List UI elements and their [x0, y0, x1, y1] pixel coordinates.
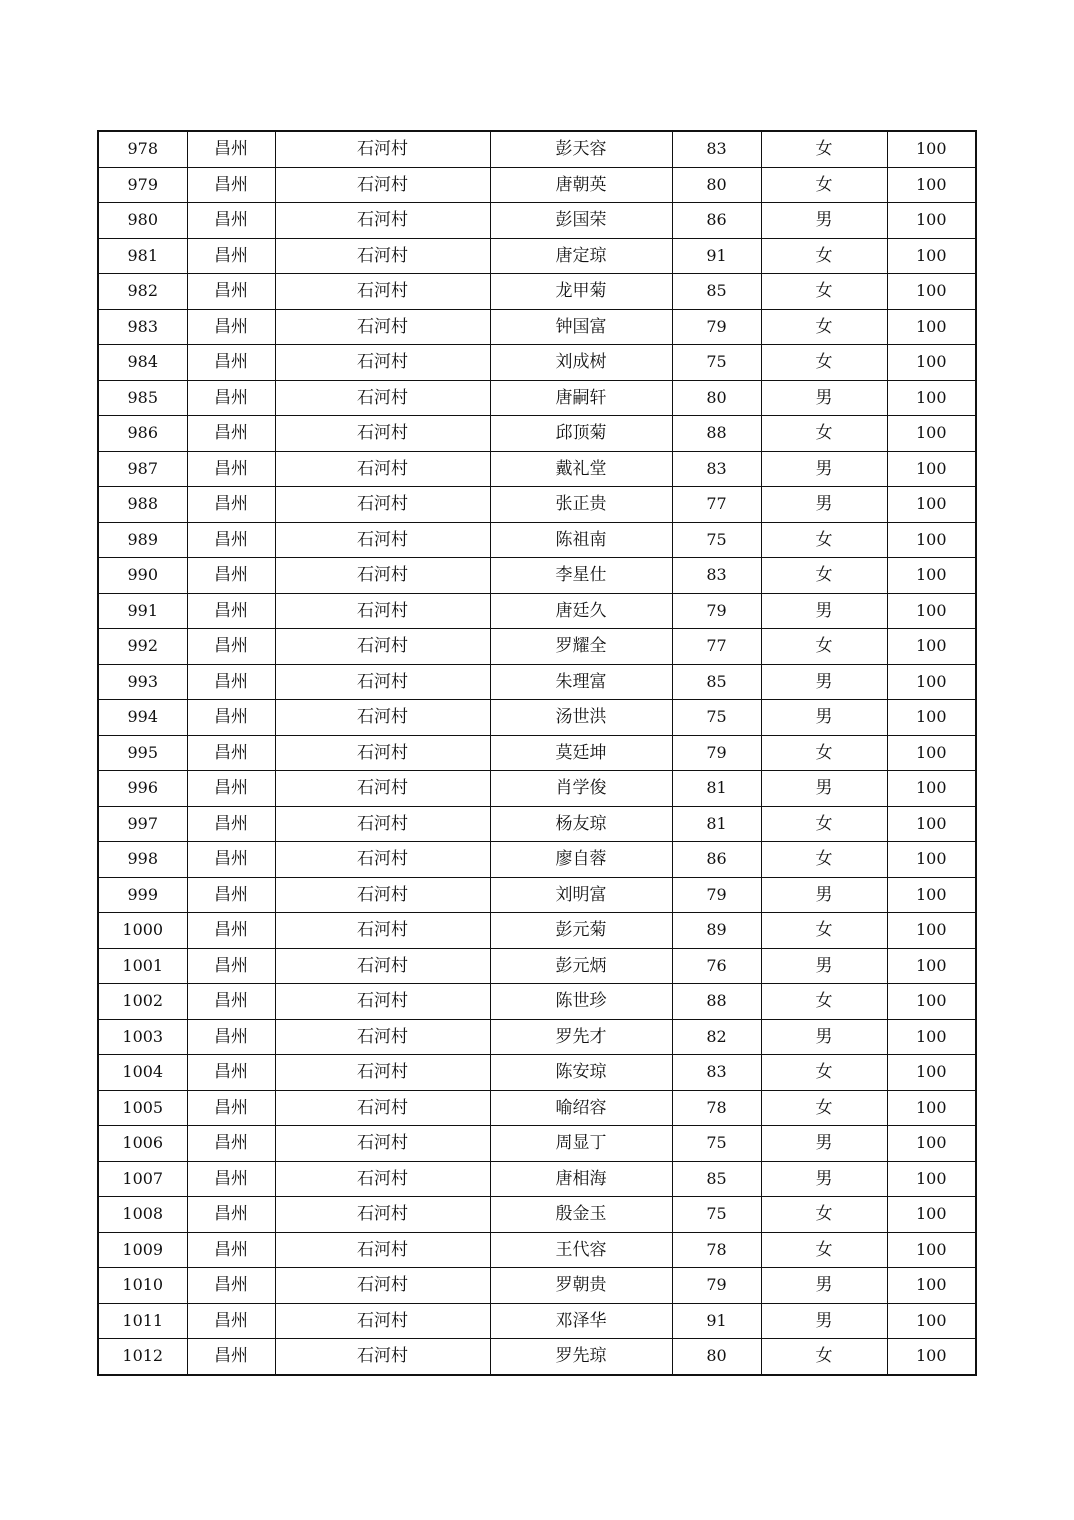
table-row [98, 806, 976, 842]
cell-county: 昌州 [187, 1090, 275, 1126]
cell-gender: 女 [761, 842, 887, 878]
table-row [98, 487, 976, 523]
cell-gender: 男 [761, 1303, 887, 1339]
cell-age: 83 [672, 131, 761, 167]
cell-village: 石河村 [275, 1232, 490, 1268]
cell-county: 昌州 [187, 1161, 275, 1197]
cell-person-name: 刘成树 [490, 345, 672, 381]
cell-age: 91 [672, 238, 761, 274]
cell-amount: 100 [887, 522, 976, 558]
cell-serial-number: 990 [98, 558, 187, 594]
cell-age: 79 [672, 735, 761, 771]
cell-village: 石河村 [275, 380, 490, 416]
cell-county: 昌州 [187, 380, 275, 416]
roster-table [97, 130, 977, 1376]
cell-gender: 男 [761, 203, 887, 239]
cell-age: 86 [672, 203, 761, 239]
cell-gender: 男 [761, 451, 887, 487]
cell-village: 石河村 [275, 167, 490, 203]
cell-amount: 100 [887, 1268, 976, 1304]
cell-serial-number: 1000 [98, 913, 187, 949]
cell-gender: 女 [761, 984, 887, 1020]
cell-village: 石河村 [275, 238, 490, 274]
cell-county: 昌州 [187, 345, 275, 381]
cell-village: 石河村 [275, 558, 490, 594]
cell-serial-number: 1002 [98, 984, 187, 1020]
cell-amount: 100 [887, 806, 976, 842]
cell-amount: 100 [887, 451, 976, 487]
table-row [98, 1303, 976, 1339]
cell-gender: 女 [761, 1090, 887, 1126]
cell-county: 昌州 [187, 558, 275, 594]
cell-village: 石河村 [275, 984, 490, 1020]
table-row [98, 948, 976, 984]
cell-amount: 100 [887, 558, 976, 594]
table-row [98, 451, 976, 487]
cell-gender: 女 [761, 238, 887, 274]
cell-county: 昌州 [187, 203, 275, 239]
cell-amount: 100 [887, 131, 976, 167]
cell-county: 昌州 [187, 806, 275, 842]
cell-amount: 100 [887, 416, 976, 452]
cell-amount: 100 [887, 664, 976, 700]
cell-county: 昌州 [187, 416, 275, 452]
cell-county: 昌州 [187, 131, 275, 167]
cell-amount: 100 [887, 1197, 976, 1233]
cell-person-name: 彭国荣 [490, 203, 672, 239]
cell-age: 83 [672, 1055, 761, 1091]
cell-amount: 100 [887, 700, 976, 736]
cell-amount: 100 [887, 842, 976, 878]
cell-age: 77 [672, 487, 761, 523]
cell-serial-number: 1009 [98, 1232, 187, 1268]
table-row [98, 1126, 976, 1162]
table-row [98, 1268, 976, 1304]
cell-county: 昌州 [187, 1268, 275, 1304]
cell-gender: 男 [761, 1268, 887, 1304]
cell-gender: 男 [761, 700, 887, 736]
cell-amount: 100 [887, 1055, 976, 1091]
cell-person-name: 龙甲菊 [490, 274, 672, 310]
cell-person-name: 唐嗣轩 [490, 380, 672, 416]
cell-person-name: 戴礼堂 [490, 451, 672, 487]
cell-gender: 女 [761, 558, 887, 594]
cell-village: 石河村 [275, 771, 490, 807]
cell-age: 77 [672, 629, 761, 665]
cell-serial-number: 986 [98, 416, 187, 452]
cell-gender: 女 [761, 345, 887, 381]
cell-village: 石河村 [275, 345, 490, 381]
cell-amount: 100 [887, 877, 976, 913]
table-row [98, 664, 976, 700]
cell-amount: 100 [887, 1090, 976, 1126]
cell-person-name: 李星仕 [490, 558, 672, 594]
cell-gender: 女 [761, 131, 887, 167]
cell-serial-number: 989 [98, 522, 187, 558]
cell-gender: 女 [761, 806, 887, 842]
cell-age: 75 [672, 1197, 761, 1233]
cell-serial-number: 994 [98, 700, 187, 736]
table-row [98, 877, 976, 913]
cell-village: 石河村 [275, 1303, 490, 1339]
cell-county: 昌州 [187, 771, 275, 807]
cell-age: 89 [672, 913, 761, 949]
cell-gender: 女 [761, 309, 887, 345]
cell-age: 79 [672, 309, 761, 345]
cell-gender: 男 [761, 1019, 887, 1055]
cell-village: 石河村 [275, 309, 490, 345]
cell-county: 昌州 [187, 1232, 275, 1268]
cell-amount: 100 [887, 735, 976, 771]
cell-village: 石河村 [275, 735, 490, 771]
cell-person-name: 王代容 [490, 1232, 672, 1268]
cell-age: 83 [672, 558, 761, 594]
cell-age: 80 [672, 167, 761, 203]
cell-serial-number: 1011 [98, 1303, 187, 1339]
cell-age: 78 [672, 1232, 761, 1268]
cell-age: 79 [672, 1268, 761, 1304]
table-row [98, 238, 976, 274]
cell-serial-number: 981 [98, 238, 187, 274]
cell-village: 石河村 [275, 1019, 490, 1055]
cell-age: 75 [672, 1126, 761, 1162]
cell-amount: 100 [887, 238, 976, 274]
cell-village: 石河村 [275, 522, 490, 558]
cell-county: 昌州 [187, 700, 275, 736]
cell-amount: 100 [887, 771, 976, 807]
cell-person-name: 唐朝英 [490, 167, 672, 203]
cell-age: 85 [672, 1161, 761, 1197]
cell-village: 石河村 [275, 1055, 490, 1091]
cell-county: 昌州 [187, 913, 275, 949]
cell-gender: 女 [761, 1339, 887, 1375]
cell-county: 昌州 [187, 522, 275, 558]
cell-age: 76 [672, 948, 761, 984]
cell-gender: 女 [761, 1055, 887, 1091]
cell-county: 昌州 [187, 1126, 275, 1162]
cell-amount: 100 [887, 1339, 976, 1375]
table-row [98, 1232, 976, 1268]
table-row [98, 309, 976, 345]
cell-amount: 100 [887, 1232, 976, 1268]
cell-gender: 女 [761, 735, 887, 771]
cell-serial-number: 978 [98, 131, 187, 167]
cell-amount: 100 [887, 380, 976, 416]
cell-age: 81 [672, 806, 761, 842]
cell-county: 昌州 [187, 1197, 275, 1233]
cell-person-name: 罗先才 [490, 1019, 672, 1055]
cell-person-name: 莫廷坤 [490, 735, 672, 771]
table-row [98, 558, 976, 594]
cell-serial-number: 991 [98, 593, 187, 629]
cell-county: 昌州 [187, 451, 275, 487]
table-row [98, 522, 976, 558]
cell-amount: 100 [887, 1019, 976, 1055]
cell-gender: 男 [761, 1161, 887, 1197]
cell-age: 80 [672, 1339, 761, 1375]
cell-person-name: 陈祖南 [490, 522, 672, 558]
cell-gender: 男 [761, 771, 887, 807]
table-row [98, 345, 976, 381]
cell-age: 81 [672, 771, 761, 807]
cell-amount: 100 [887, 345, 976, 381]
cell-person-name: 罗耀全 [490, 629, 672, 665]
cell-serial-number: 1008 [98, 1197, 187, 1233]
cell-serial-number: 980 [98, 203, 187, 239]
table-row [98, 1197, 976, 1233]
cell-person-name: 唐定琼 [490, 238, 672, 274]
cell-village: 石河村 [275, 203, 490, 239]
table-row [98, 1019, 976, 1055]
cell-county: 昌州 [187, 274, 275, 310]
cell-person-name: 杨友琼 [490, 806, 672, 842]
cell-serial-number: 983 [98, 309, 187, 345]
cell-person-name: 彭元炳 [490, 948, 672, 984]
cell-serial-number: 995 [98, 735, 187, 771]
cell-village: 石河村 [275, 487, 490, 523]
table-row [98, 629, 976, 665]
cell-person-name: 唐廷久 [490, 593, 672, 629]
cell-village: 石河村 [275, 806, 490, 842]
cell-gender: 男 [761, 487, 887, 523]
cell-village: 石河村 [275, 1197, 490, 1233]
cell-serial-number: 997 [98, 806, 187, 842]
cell-village: 石河村 [275, 274, 490, 310]
cell-person-name: 邓泽华 [490, 1303, 672, 1339]
cell-age: 75 [672, 522, 761, 558]
cell-amount: 100 [887, 948, 976, 984]
cell-village: 石河村 [275, 1268, 490, 1304]
cell-county: 昌州 [187, 1303, 275, 1339]
cell-county: 昌州 [187, 984, 275, 1020]
cell-county: 昌州 [187, 1055, 275, 1091]
cell-village: 石河村 [275, 948, 490, 984]
cell-county: 昌州 [187, 1019, 275, 1055]
cell-gender: 女 [761, 1197, 887, 1233]
cell-gender: 女 [761, 416, 887, 452]
cell-amount: 100 [887, 487, 976, 523]
cell-village: 石河村 [275, 664, 490, 700]
cell-serial-number: 984 [98, 345, 187, 381]
table-row [98, 735, 976, 771]
cell-county: 昌州 [187, 309, 275, 345]
cell-person-name: 廖自蓉 [490, 842, 672, 878]
table-row [98, 274, 976, 310]
cell-village: 石河村 [275, 700, 490, 736]
cell-age: 86 [672, 842, 761, 878]
table-row [98, 771, 976, 807]
cell-age: 75 [672, 345, 761, 381]
cell-village: 石河村 [275, 1126, 490, 1162]
cell-gender: 女 [761, 913, 887, 949]
cell-village: 石河村 [275, 913, 490, 949]
cell-village: 石河村 [275, 593, 490, 629]
table-row [98, 167, 976, 203]
table-row [98, 984, 976, 1020]
cell-gender: 女 [761, 1232, 887, 1268]
cell-county: 昌州 [187, 629, 275, 665]
cell-serial-number: 1005 [98, 1090, 187, 1126]
table-row [98, 1339, 976, 1375]
table-row [98, 1090, 976, 1126]
cell-serial-number: 1001 [98, 948, 187, 984]
cell-age: 85 [672, 664, 761, 700]
cell-gender: 男 [761, 593, 887, 629]
cell-person-name: 彭天容 [490, 131, 672, 167]
cell-person-name: 彭元菊 [490, 913, 672, 949]
cell-village: 石河村 [275, 451, 490, 487]
table-row [98, 380, 976, 416]
cell-serial-number: 993 [98, 664, 187, 700]
table-row [98, 842, 976, 878]
cell-serial-number: 1007 [98, 1161, 187, 1197]
cell-village: 石河村 [275, 416, 490, 452]
table-row [98, 593, 976, 629]
cell-serial-number: 998 [98, 842, 187, 878]
cell-age: 85 [672, 274, 761, 310]
cell-serial-number: 1003 [98, 1019, 187, 1055]
cell-serial-number: 1010 [98, 1268, 187, 1304]
cell-gender: 男 [761, 877, 887, 913]
cell-person-name: 罗先琼 [490, 1339, 672, 1375]
cell-gender: 男 [761, 380, 887, 416]
cell-age: 82 [672, 1019, 761, 1055]
cell-county: 昌州 [187, 842, 275, 878]
cell-person-name: 周显丁 [490, 1126, 672, 1162]
cell-serial-number: 1012 [98, 1339, 187, 1375]
cell-serial-number: 987 [98, 451, 187, 487]
cell-age: 79 [672, 877, 761, 913]
cell-person-name: 刘明富 [490, 877, 672, 913]
cell-amount: 100 [887, 913, 976, 949]
cell-gender: 女 [761, 629, 887, 665]
table-row [98, 1161, 976, 1197]
cell-age: 80 [672, 380, 761, 416]
cell-person-name: 喻绍容 [490, 1090, 672, 1126]
cell-village: 石河村 [275, 1161, 490, 1197]
cell-person-name: 朱理富 [490, 664, 672, 700]
table-row [98, 131, 976, 167]
cell-gender: 女 [761, 274, 887, 310]
cell-village: 石河村 [275, 877, 490, 913]
cell-village: 石河村 [275, 1339, 490, 1375]
cell-person-name: 陈安琼 [490, 1055, 672, 1091]
cell-county: 昌州 [187, 238, 275, 274]
cell-person-name: 邱顶菊 [490, 416, 672, 452]
cell-amount: 100 [887, 1161, 976, 1197]
cell-gender: 男 [761, 1126, 887, 1162]
cell-person-name: 唐相海 [490, 1161, 672, 1197]
table-row [98, 416, 976, 452]
cell-county: 昌州 [187, 167, 275, 203]
cell-gender: 男 [761, 664, 887, 700]
cell-county: 昌州 [187, 664, 275, 700]
cell-gender: 男 [761, 948, 887, 984]
cell-amount: 100 [887, 984, 976, 1020]
roster-table-body [98, 131, 976, 1375]
cell-county: 昌州 [187, 735, 275, 771]
cell-serial-number: 988 [98, 487, 187, 523]
table-row [98, 1055, 976, 1091]
cell-county: 昌州 [187, 593, 275, 629]
cell-county: 昌州 [187, 877, 275, 913]
cell-amount: 100 [887, 1303, 976, 1339]
cell-serial-number: 1006 [98, 1126, 187, 1162]
cell-amount: 100 [887, 593, 976, 629]
cell-person-name: 钟国富 [490, 309, 672, 345]
cell-serial-number: 982 [98, 274, 187, 310]
cell-gender: 女 [761, 522, 887, 558]
cell-county: 昌州 [187, 948, 275, 984]
cell-age: 83 [672, 451, 761, 487]
cell-age: 88 [672, 984, 761, 1020]
cell-county: 昌州 [187, 487, 275, 523]
cell-age: 79 [672, 593, 761, 629]
cell-person-name: 罗朝贵 [490, 1268, 672, 1304]
cell-serial-number: 985 [98, 380, 187, 416]
cell-age: 78 [672, 1090, 761, 1126]
cell-amount: 100 [887, 629, 976, 665]
cell-person-name: 张正贵 [490, 487, 672, 523]
cell-amount: 100 [887, 274, 976, 310]
cell-amount: 100 [887, 309, 976, 345]
table-row [98, 700, 976, 736]
cell-village: 石河村 [275, 1090, 490, 1126]
table-row [98, 203, 976, 239]
cell-village: 石河村 [275, 842, 490, 878]
cell-person-name: 陈世珍 [490, 984, 672, 1020]
cell-age: 88 [672, 416, 761, 452]
cell-age: 75 [672, 700, 761, 736]
cell-serial-number: 979 [98, 167, 187, 203]
cell-serial-number: 992 [98, 629, 187, 665]
cell-person-name: 殷金玉 [490, 1197, 672, 1233]
cell-amount: 100 [887, 203, 976, 239]
cell-serial-number: 996 [98, 771, 187, 807]
cell-village: 石河村 [275, 629, 490, 665]
table-row [98, 913, 976, 949]
cell-person-name: 汤世洪 [490, 700, 672, 736]
cell-amount: 100 [887, 1126, 976, 1162]
cell-village: 石河村 [275, 131, 490, 167]
cell-age: 91 [672, 1303, 761, 1339]
cell-person-name: 肖学俊 [490, 771, 672, 807]
cell-serial-number: 999 [98, 877, 187, 913]
cell-gender: 女 [761, 167, 887, 203]
cell-county: 昌州 [187, 1339, 275, 1375]
cell-serial-number: 1004 [98, 1055, 187, 1091]
cell-amount: 100 [887, 167, 976, 203]
